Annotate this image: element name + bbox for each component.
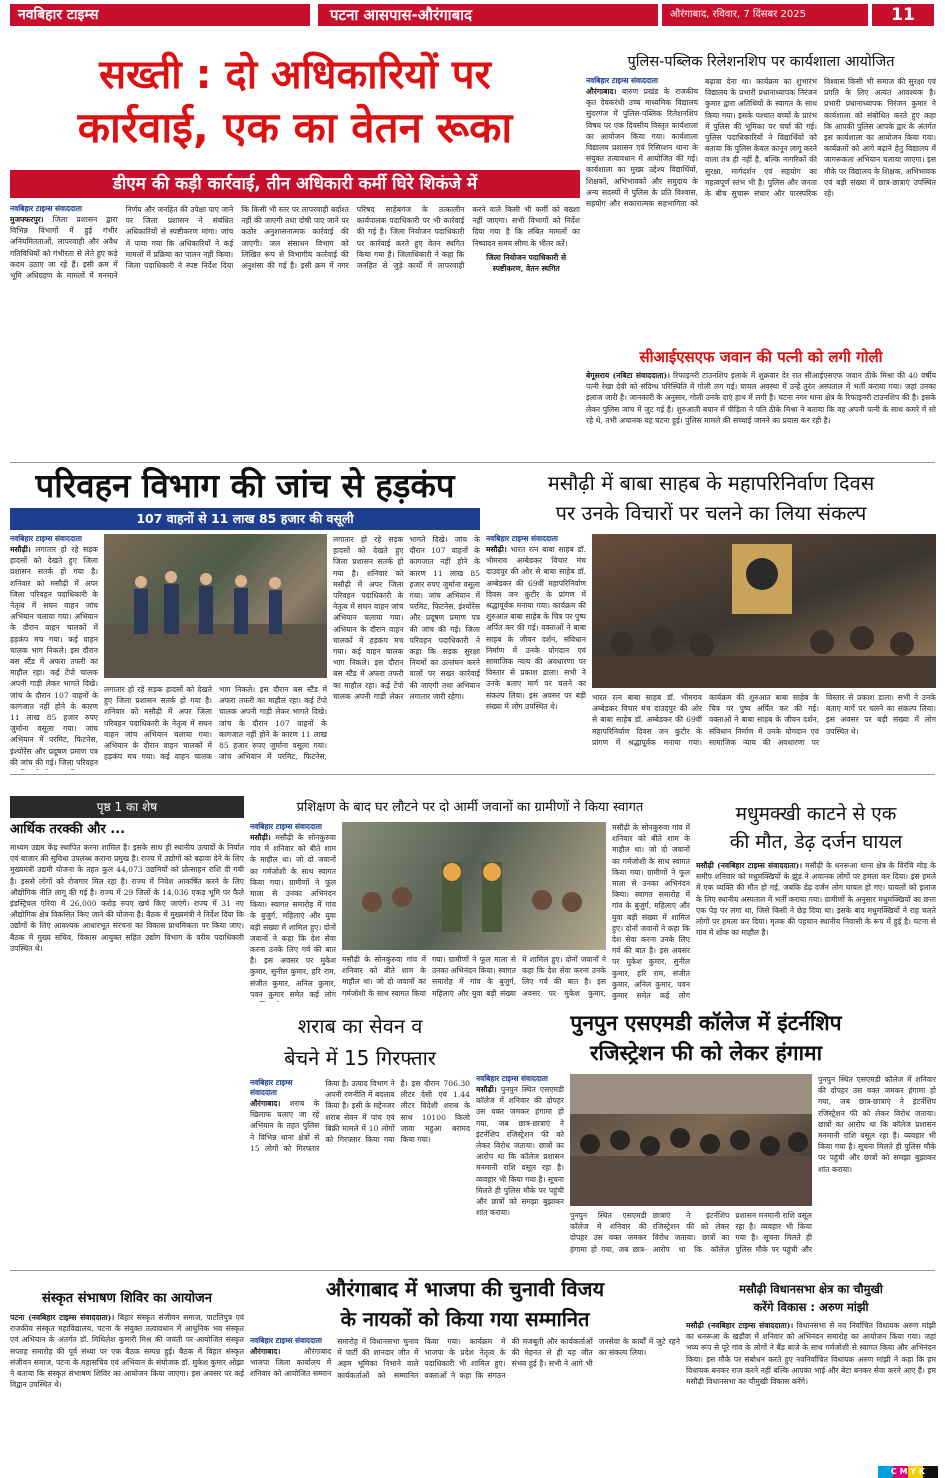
bee-dateline: मसौढ़ी (नवबिहार टाइम्स संवाददाता)।	[696, 861, 803, 870]
army-cont-2: मसौढ़ी के सोनकुरुवा गांव में शनिवार को बीते शाम के माहौल था। जो दो जवानों का गर्मजोशी के साथ स्वागत किया गया। ग्रामीणों ने फूल माला से उनका अभिनंदन किया। स्वागत समारोह में गांव के बुजुर्ग, महिलाएं और युवा बड़ी संख्या में शामिल हुए। दोनों जवानों ने कहा कि देश सेवा करना उनके लिए गर्व की बात है। इस अवसर पर मुकेश कुमार, सुनील कुमार, हरि राम, संजीत कुमार, अनिल कुमार, पवन कुमार समेत कई लोग	[612, 823, 690, 1001]
sanskrit-article	[10, 1312, 244, 1462]
lead-subhead: डीएम की कड़ी कार्रवाई, तीन अधिकारी कर्मी घिरे शिकंजे में	[10, 170, 580, 198]
masaudhi-body: विधानसभा से नव निर्वाचित विधायक अरुण मांझी का धनरूआ के खड़ौवा में शनिवार को अभिनंदन समारोह का आयोजन किया गया। जहां भव्य रूप से पूरे गांव के लोगों ने बैंड बाजे के साथ गर्मजोशी से स्वागत किया और अभिनंदन किया। इस मौके पर संबोधन करते हुए नवनिर्वाचित विधायक अरुण मांझी ने कहा कि हम विधायक बनकर राज करने नहीं बल्कि आपका भाई और बेटा बनकर सेवा करने आए हैं। हम मसौढ़ी विधानसभा का चौमुखी विकास करेंगे।	[686, 1321, 936, 1387]
footer-bar	[0, 1466, 945, 1478]
cisf-article	[586, 370, 936, 460]
sanskrit-dateline: पटना (नवबिहार टाइम्स संवाददाता)।	[10, 1313, 115, 1322]
cisf-dateline: बेगूसराय (नबिटा संवाददाता)।	[586, 371, 670, 380]
ambedkar-byline: नवबिहार टाइम्स संवाददाता	[486, 534, 558, 543]
transport-byline: नवबिहार टाइम्स संवाददाता	[10, 534, 82, 543]
section-band	[318, 4, 658, 26]
army-headline: प्रशिक्षण के बाद घर लौटने पर दो आर्मी जवानों का ग्रामीणों ने किया स्वागत	[296, 800, 644, 815]
transport-dateline: मसौढ़ी।	[10, 545, 31, 554]
transport-cont-2: लगातार हो रहे सड़क हादसों को देखते हुए जिला प्रशासन सतर्क हो गया है। शनिवार को मसौढ़ी में अपर जिला परिवहन पदाधिकारी के नेतृत्व में सघन वाहन जांच अभियान चलाया गया। अभियान के दौरान वाहन चालकों में हड़कंप मच गया। कई वाहन चालक भाग निकले। इस दौरान बस स्टैंड में अफरा तफरी का माहौल रहा। कई टेंपो चालक अपनी गाड़ी लेकर भागते दिखे। जांच के दौरान 107 वाहनों के कागजात नहीं होने के कारण 11 लाख 85 हजार रुपए जुर्माना वसूला गया। जांच अभियान में परमिट, फिटनेस, इंश्योरेंस और प्रदूषण प्रमाण पत्र की जांच की गई। जिला परिवहन पदाधिकारी ने कहा कि सड़क सुरक्षा नियमों का उल्लंघन करने वालों पर सख्त कार्रवाई की जाएगी तथा अभियान लगातार जारी रहेगा।	[333, 535, 480, 701]
lead-subsection: जिला नियोजन पदाधिकारी से स्पष्टीकरण, वेतन स्थगित	[486, 252, 567, 274]
ambedkar-headline-2: पर उनके विचारों पर चलने का लिया संकल्प	[555, 501, 867, 525]
punpun-byline: नवबिहार टाइम्स संवाददाता	[476, 1074, 548, 1083]
punpun-photo	[570, 1074, 812, 1206]
bjp-body: औरंगाबाद भाजपा जिला कार्यालय में शनिवार को आयोजित सम्मान समारोह में विधानसभा चुनाव में पार्टी की शानदार जीत में अहम भूमिका निभाने वाले कार्यकर्ताओं को सम्मानित किया गया। कार्यक्रम में भाजपा के प्रदेश नेतृत्व के पदाधिकारी भी शामिल हुए। वक्ताओं ने कहा कि संगठन की मजबूती और कार्यकर्ताओं की मेहनत से ही यह जीत संभव हुई है। सभी ने आगे भी जनसेवा के कार्यों में जुटे रहने का संकल्प लिया।	[250, 1337, 680, 1380]
paper-name: नवबिहार टाइम्स	[18, 7, 99, 23]
masaudhi-headline-1: मसौढ़ी विधानसभा क्षेत्र का चौमुखी	[739, 1282, 883, 1296]
army-photo	[342, 822, 606, 950]
bjp-headline-2: के नायकों को किया गया सम्मानित	[340, 1307, 590, 1331]
bjp-byline: नवबिहार टाइम्स संवाददाता	[250, 1336, 322, 1345]
paper-name-band	[10, 4, 310, 26]
masaudhi-dateline: मसौढ़ी (नवबिहार टाइम्स संवाददाता)।	[686, 1321, 794, 1330]
page1-rest-body: माध्यम उद्यम केंद्र स्थापित करना शामिल है। इसके साथ ही स्थानीय उत्पादों के निर्यात एवं बाजार की सुविधा उपलब्ध कराना प्रमुख है। राज्य में उद्योगों को बढ़ावा देने के लिए मुख्यमंत्री उद्यमी योजना के तहत कुल 44,073 उद्यमियों को प्रोत्साहन राशि दी गयी है। इससे लोगों को रोजगार मिल रहा है। राज्य में निवेश आकर्षित करने के लिए औद्योगिक नीति लागू की गई है। राज्य में 29 जिलों के 14,036 एकड़ भूमि पर फैले इंडस्ट्रियल एरिया में 26,000 करोड़ रुपए खर्च किए जाएंगे। राज्य में 31 नए औद्योगिक क्षेत्र विकसित किए जाने की योजना है। बैठक में मुख्यमंत्री ने निर्देश दिया कि उद्योगों के लिए आवश्यक आधारभूत संरचना का विकास प्राथमिकता पर किया जाए। बैठक में मुख्य सचिव, विकास आयुक्त सहित उद्योग विभाग के वरीय पदाधिकारी उपस्थित थे।	[10, 843, 244, 953]
lead-headline-1: सख्ती : दो अधिकारियों पर	[99, 52, 491, 98]
soldiers-welcome-photo-icon	[342, 822, 606, 950]
ambedkar-article	[486, 534, 586, 770]
workshop-byline: नवबिहार टाइम्स संवाददाता	[586, 76, 658, 85]
lead-body: जिला प्रशासन द्वारा विभिन्न विभागों में हुई गंभीर अनियमितताओं, लापरवाही और अवैध गतिविधियों को गंभीरता से लेते हुए कड़े कदम उठाए जा रहे हैं। इसी क्रम में भूमि अधिग्रहण के मामलों में मनमाने निर्णय और जनहित की उपेक्षा पाए जाने पर जिला प्रशासन ने संबंधित अधिकारियों से स्पष्टीकरण मांगा। जांच में पाया गया कि अधिकारियों ने कई मामलों में प्रक्रिया का पालन नहीं किया। जिला पदाधिकारी ने स्पष्ट निर्देश दिया कि किसी भी स्तर पर लापरवाही बर्दाश्त नहीं की जाएगी तथा दोषी पाए जाने पर कठोर अनुशासनात्मक कार्रवाई की जाएगी। जल संसाधन विभाग को लिखित रूप से विभागीय कार्रवाई की अनुशंसा की गई है। इसी क्रम में नगर परिषद साहेबगंज के तत्कालीन कार्यपालक पदाधिकारी पर भी कार्रवाई की गई है। जिला नियोजन पदाधिकारी पर कार्रवाई करते हुए वेतन स्थगित किया गया है। जिलाधिकारी ने कहा कि जनहित से जुड़े कार्यों में लापरवाही करने वाले किसी भी कर्मी को बख्शा नहीं जाएगा। सभी विभागों को निर्देश दिया गया है कि लंबित मामलों का निष्पादन समय सीमा के भीतर करें।	[10, 205, 580, 281]
transport-headline: परिवहन विभाग की जांच से हड़कंप	[35, 466, 455, 505]
workshop-dateline: औरंगाबाद।	[586, 87, 617, 96]
liquor-article	[250, 1078, 470, 1266]
section-title: पटना आसपास-औरंगाबाद	[330, 6, 472, 24]
masaudhi-article	[686, 1320, 936, 1462]
sanskrit-body: बिहार संस्कृत संजीवन समाज, पाटलिपुत्र एवं राजकीय संस्कृत महाविद्यालय, पटना के संयुक्त तत्वावधान में आधुनिक भव संस्कृत एवं अभियान के अंतर्गत डॉ. मिथिलेश कुमारी मिश्र की जयंती पर आयोजित संस्कृत सप्ताह समारोह की पूर्व संध्या पर एक बैठक सम्पन्न हुई। बैठक में बिहार संस्कृत संजीवन समाज, पटना के महासचिव एवं अभियान के संयोजक डॉ. मुकेश कुमार ओझा ने बताया कि संस्कृत संभाषण शिविर का आयोजन किया जाएगा। इस अवसर पर कई विद्वान उपस्थित थे।	[10, 1313, 244, 1390]
page-number: 11	[891, 5, 915, 25]
ambedkar-dateline: मसौढ़ी।	[486, 545, 507, 554]
army-article	[250, 822, 336, 1002]
transport-photo	[104, 534, 327, 678]
workshop-body: बारुण प्रखंड के राजकीय कृत देवकरंधी उच्च माध्यमिक विद्यालय सुंदरगंज में पुलिस-पब्लिक रिलेशनशिप विषय पर एक दिवसीय विस्तृत कार्यशाला का आयोजन किया गया। कार्यशाला विद्यालय प्रशासन एवं रिसिप्शन थाना के संयुक्त तत्वावधान में आयोजित की गई। कार्यशाला का मुख्य उद्देश्य विद्यार्थियों, शिक्षकों, अभिभावकों और समुदाय के अन्य सदस्यों में पुलिस के प्रति विश्वास, सहयोग और सकारात्मक सहभागिता को बढ़ावा देना था। कार्यक्रम का शुभारंभ विद्यालय के प्रभारी प्रधानाध्यापक निरंजन कुमार द्वारा अतिथियों के स्वागत के साथ किया गया। इसके पश्चात बच्चों के प्रारंभ में पुलिस की भूमिका पर चर्चा की गई। पुलिस पदाधिकारियों ने विद्यार्थियों को बताया कि पुलिस केवल कानून लागू करने वाला तंत्र ही नहीं है, बल्कि नागरिकों की सुरक्षा, मार्गदर्शन एवं सहयोग का महत्वपूर्ण स्तंभ भी है। पुलिस और जनता के बीच सुचारू संचार और पारस्परिक विश्वास किसी भी समाज की सुरक्षा एवं प्रगति के लिए अत्यंत आवश्यक है। प्रभारी प्रधानाध्यापक निरंजन कुमार ने कार्यशाला को संबोधित करते हुए कहा कि आपकी पुलिस आपके द्वार के अंतर्गत इस कार्यशाला का आयोजन किया गया। कार्यक्रमों को आगे बढ़ाने हेतु विद्यालय में जागरूकता अभियान चलाया जाएगा। इस मौके पर विद्यालय के शिक्षक, अभिभावक एवं बड़ी संख्या में छात्र-छात्राएं उपस्थित रहे।	[586, 77, 936, 209]
punpun-dateline: मसौढ़ी।	[476, 1085, 497, 1094]
workshop-headline: पुलिस-पब्लिक रिलेशनशिप पर कार्यशाला आयोजित	[627, 54, 895, 70]
divider	[10, 774, 935, 775]
army-body: मसौढ़ी के सोनकुरुवा गांव में शनिवार को बीते शाम के माहौल था। जो दो जवानों का गर्मजोशी के साथ स्वागत किया गया। ग्रामीणों ने फूल माला से उनका अभिनंदन किया। स्वागत समारोह में गांव के बुजुर्ग, महिलाएं और युवा बड़ी संख्या में शामिल हुए। दोनों जवानों ने कहा कि देश सेवा करना उनके लिए गर्व की बात है। इस अवसर पर मुकेश कुमार, सुनील कुमार, हरि राम, संजीत कुमार, अनिल कुमार, पवन कुमार समेत कई लोग	[250, 833, 336, 999]
lead-dateline: मुजफ्फरपुर।	[10, 215, 44, 224]
punpun-cont: पुनपुन स्थित एसएमडी कॉलेज में शनिवार की दोपहर उस वक्त जमकर हंगामा हो गया, जब छात्र-छात्राएं ने इंटर्नशिप रजिस्ट्रेशन फी को लेकर विरोध जताया। छात्रों का आरोप था कि कॉलेज प्रशासन मनमानी राशि वसूल रहा है। व्यवहार भी किया गया है। सूचना मिलते ही पुलिस मौके पर पहुंची और	[570, 1211, 812, 1254]
bee-body: मसौढ़ी के धनरूआ थाना क्षेत्र के विरंचि मोड़ के समीप शनिवार को मधुमक्खियों के झुंड ने अचानक लोगों पर हमला कर दिया। इस हमले में एक व्यक्ति की मौत हो गई, जबकि डेढ़ दर्जन लोग घायल हो गए। घायलों को इलाज के लिए स्थानीय अस्पताल में भर्ती कराया गया। ग्रामीणों के अनुसार मधुमक्खियों का छत्ता एक पेड़ पर लगा था, जिसे किसी ने छेड़ दिया था। इसके बाद मधुमक्खियों ने राह चलते लोगों पर हमला कर दिया। मृतक की पहचान स्थानीय निवासी के रूप में हुई है। घटना से गांव में शोक का माहौल है।	[696, 861, 936, 938]
liquor-headline-1: शराब का सेवन व	[297, 1014, 423, 1038]
liquor-body: शराब के खिलाफ चलाए जा रहे अभियान के तहत पुलिस ने विभिन्न थाना क्षेत्रों से 15 लोगों को गिरफ्तार किया है। उत्पाद विभाग ने अपनी रणनीति में बदलाव किया है। इसी के मद्देनजर शराब सेवन में पांच एवं बिक्री मामले में 10 लोगों को गिरफ्तार किया गया है। इस दौरान 706.30 लीटर देसी एवं 1.44 लीटर विदेशी शराब के साथ 10100 किलो जावा महुआ बरामद किया गया।	[250, 1079, 470, 1153]
army-byline: नवबिहार टाइम्स संवाददाता	[250, 822, 322, 831]
punpun-cont-2: पुनपुन स्थित एसएमडी कॉलेज में शनिवार की दोपहर उस वक्त जमकर हंगामा हो गया, जब छात्र-छात्राएं ने इंटर्नशिप रजिस्ट्रेशन फी को लेकर विरोध जताया। छात्रों का आरोप था कि कॉलेज प्रशासन मनमानी राशि वसूल रहा है। व्यवहार भी किया गया है। सूचना मिलते ही पुलिस मौके पर पहुंची और छात्रों को समझा बुझाकर शांत कराया।	[818, 1075, 936, 1174]
cisf-headline: सीआईएसएफ जवान की पत्नी को लगी गोली	[639, 348, 883, 366]
dateline-band	[662, 4, 868, 26]
bjp-headline-1: औरंगाबाद में भाजपा की चुनावी विजय	[325, 1277, 605, 1301]
bee-article	[696, 860, 936, 1000]
lead-article	[10, 204, 580, 450]
lead-headline-2: कार्रवाई, एक का वेतन रूका	[77, 103, 513, 152]
ambedkar-cont: भारत रत्न बाबा साहब डॉ. भीमराव अम्बेडकर विचार मंच दाउदपुर की ओर से बाबा साहेब डॉ. अम्बेडकर की 69वीं महापरिनिर्वाण दिवस जन कुटीर के प्रांगण में श्रद्धापूर्वक मनाया गया। कार्यक्रम की शुरुआत बाबा साहेब के चित्र पर पुष्प अर्पित कर की गई। वक्ताओं ने बाबा साहब के जीवन दर्शन, संविधान निर्माण में उनके योगदान एवं सामाजिक न्याय की अवधारणा पर विस्तार से प्रकाश डाला। सभी ने उनके बताए मार्ग पर चलने का संकल्प लिया। इस अवसर पर बड़ी संख्या में लोग उपस्थित थे।	[592, 693, 936, 747]
protest-crowd-photo-icon	[570, 1074, 812, 1206]
liquor-headline-2: बेचने में 15 गिरफ्तार	[284, 1046, 436, 1070]
transport-body: लगातार हो रहे सड़क हादसों को देखते हुए जिला प्रशासन सतर्क हो गया है। शनिवार को मसौढ़ी में अपर जिला परिवहन पदाधिकारी के नेतृत्व में सघन वाहन जांच अभियान चलाया गया। अभियान के दौरान वाहन चालकों में हड़कंप मच गया। कई वाहन चालक भाग निकले। इस दौरान बस स्टैंड में अफरा तफरी का माहौल रहा। कई टेंपो चालक अपनी गाड़ी लेकर भागते दिखे। जांच के दौरान 107 वाहनों के कागजात नहीं होने के कारण 11 लाख 85 हजार रुपए जुर्माना वसूला गया। जांच अभियान में परमिट, फिटनेस, इंश्योरेंस और प्रदूषण प्रमाण पत्र की जांच की गई। जिला परिवहन	[10, 545, 98, 767]
ambedkar-photo	[592, 534, 936, 688]
army-cont: मसौढ़ी के सोनकुरुवा गांव में शनिवार को बीते शाम के माहौल था। जो दो जवानों का गर्मजोशी के साथ स्वागत किया गया। ग्रामीणों ने फूल माला से उनका अभिनंदन किया। स्वागत समारोह में गांव के बुजुर्ग, महिलाएं और युवा बड़ी संख्या में शामिल हुए। दोनों जवानों ने कहा कि देश सेवा करना उनके लिए गर्व की बात है। इस अवसर पर मुकेश कुमार,	[342, 955, 606, 998]
lead-byline: नवबिहार टाइम्स संवाददाता	[10, 204, 82, 213]
divider	[10, 1270, 935, 1271]
bjp-dateline: औरंगाबाद।	[250, 1347, 281, 1356]
police-checking-photo-icon	[104, 534, 327, 678]
sanskrit-headline: संस्कृत संभाषण शिविर का आयोजन	[41, 1291, 213, 1306]
cmyk-marks	[878, 1466, 938, 1478]
tribute-gathering-photo-icon	[592, 534, 936, 688]
cmyk-label: C M Y K	[890, 1467, 926, 1476]
punpun-article	[476, 1074, 564, 1266]
page1-rest-headline: आर्थिक तरक्की और ...	[10, 822, 126, 837]
divider	[10, 462, 935, 463]
punpun-body: पुनपुन स्थित एसएमडी कॉलेज में शनिवार की दोपहर उस वक्त जमकर हंगामा हो गया, जब छात्र-छात्राएं ने इंटर्नशिप रजिस्ट्रेशन फी को लेकर विरोध जताया। छात्रों का आरोप था कि कॉलेज प्रशासन मनमानी राशि वसूल रहा है। व्यवहार भी किया गया है। सूचना मिलते ही पुलिस मौके पर पहुंची और छात्रों को समझा बुझाकर शांत कराया।	[476, 1085, 564, 1218]
liquor-dateline: औरंगाबाद।	[250, 1099, 281, 1108]
masthead	[0, 0, 945, 30]
transport-col1	[10, 534, 98, 770]
workshop-article	[586, 76, 936, 340]
dateline: औरंगाबाद, रविवार, 7 दिंसबर 2025	[670, 9, 806, 20]
cisf-body: रिफाइनरी टाउनशिप इलाके में शुक्रवार देर रात सीआईएसएफ जवान ठीके मिश्रा की 40 वर्षीय पत्नी रेखा देवी को संदिग्ध परिस्थिति में गोली लग गई। घायल अवस्था में उन्हें तुरंत अस्पताल में भर्ती कराया गया। जहां उनका इलाज जारी है। जानकारी के अनुसार, गोली उनके दाएं हाथ में लगी है। घटना नगर थाना क्षेत्र के रिफाइनरी टाउनशिप की है। इसके लेकर पुलिस जांच में जुट गई है। शुरुआती बयान में पीड़िता ने पति ठीके मिश्रा ने बताया कि वह अपनी पत्नी के साथ कमरे में सो रहे थे, तभी अचानक यह घटना हुई। पुलिस मामले की सच्चाई जानने का प्रयास कर रही है।	[586, 371, 936, 425]
ambedkar-body: भारत रत्न बाबा साहब डॉ. भीमराव अम्बेडकर विचार मंच दाउदपुर की ओर से बाबा साहेब डॉ. अम्बेडकर की 69वीं महापरिनिर्वाण दिवस जन कुटीर के प्रांगण में श्रद्धापूर्वक मनाया गया। कार्यक्रम की शुरुआत बाबा साहेब के चित्र पर पुष्प अर्पित कर की गई। वक्ताओं ने बाबा साहब के जीवन दर्शन, संविधान निर्माण में उनके योगदान एवं सामाजिक न्याय की अवधारणा पर विस्तार से प्रकाश डाला। सभी ने उनके बताए मार्ग पर चलने का संकल्प लिया। इस अवसर पर बड़ी संख्या में लोग उपस्थित थे।	[486, 545, 586, 711]
page-number-box	[872, 4, 934, 26]
bee-headline-1: मधुमक्खी काटने से एक	[735, 803, 897, 825]
army-dateline: मसौढ़ी।	[250, 833, 271, 842]
bee-headline-2: की मौत, डेढ़ दर्जन घायल	[729, 831, 903, 853]
punpun-headline-1: पुनपुन एसएमडी कॉलेज में इंटर्नशिप	[570, 1011, 842, 1035]
ambedkar-headline-1: मसौढ़ी में बाबा साहब के महापरिनिर्वाण दिवस	[547, 471, 875, 495]
punpun-headline-2: रजिस्ट्रेशन फी को लेकर हंगामा	[589, 1041, 823, 1065]
transport-cont-1: लगातार हो रहे सड़क हादसों को देखते हुए जिला प्रशासन सतर्क हो गया है। शनिवार को मसौढ़ी में अपर जिला परिवहन पदाधिकारी के नेतृत्व में सघन वाहन जांच अभियान चलाया गया। अभियान के दौरान वाहन चालकों में हड़कंप मच गया। कई वाहन चालक भाग निकले। इस दौरान बस स्टैंड में अफरा तफरी का माहौल रहा। कई टेंपो चालक अपनी गाड़ी लेकर भागते दिखे। जांच के दौरान 107 वाहनों के कागजात नहीं होने के कारण 11 लाख 85 हजार रुपए जुर्माना वसूला गया। जांच अभियान में परमिट, फिटनेस,	[104, 685, 327, 762]
bjp-article	[250, 1336, 680, 1462]
page1-rest-label: पृष्ठ 1 का शेष	[10, 796, 244, 818]
transport-subhead: 107 वाहनों से 11 लाख 85 हजार की वसूली	[10, 508, 480, 530]
liquor-byline: नवबिहार टाइम्स संवाददाता	[250, 1078, 293, 1097]
masaudhi-headline-2: करेंगे विकास : अरुण मांझी	[753, 1300, 869, 1314]
